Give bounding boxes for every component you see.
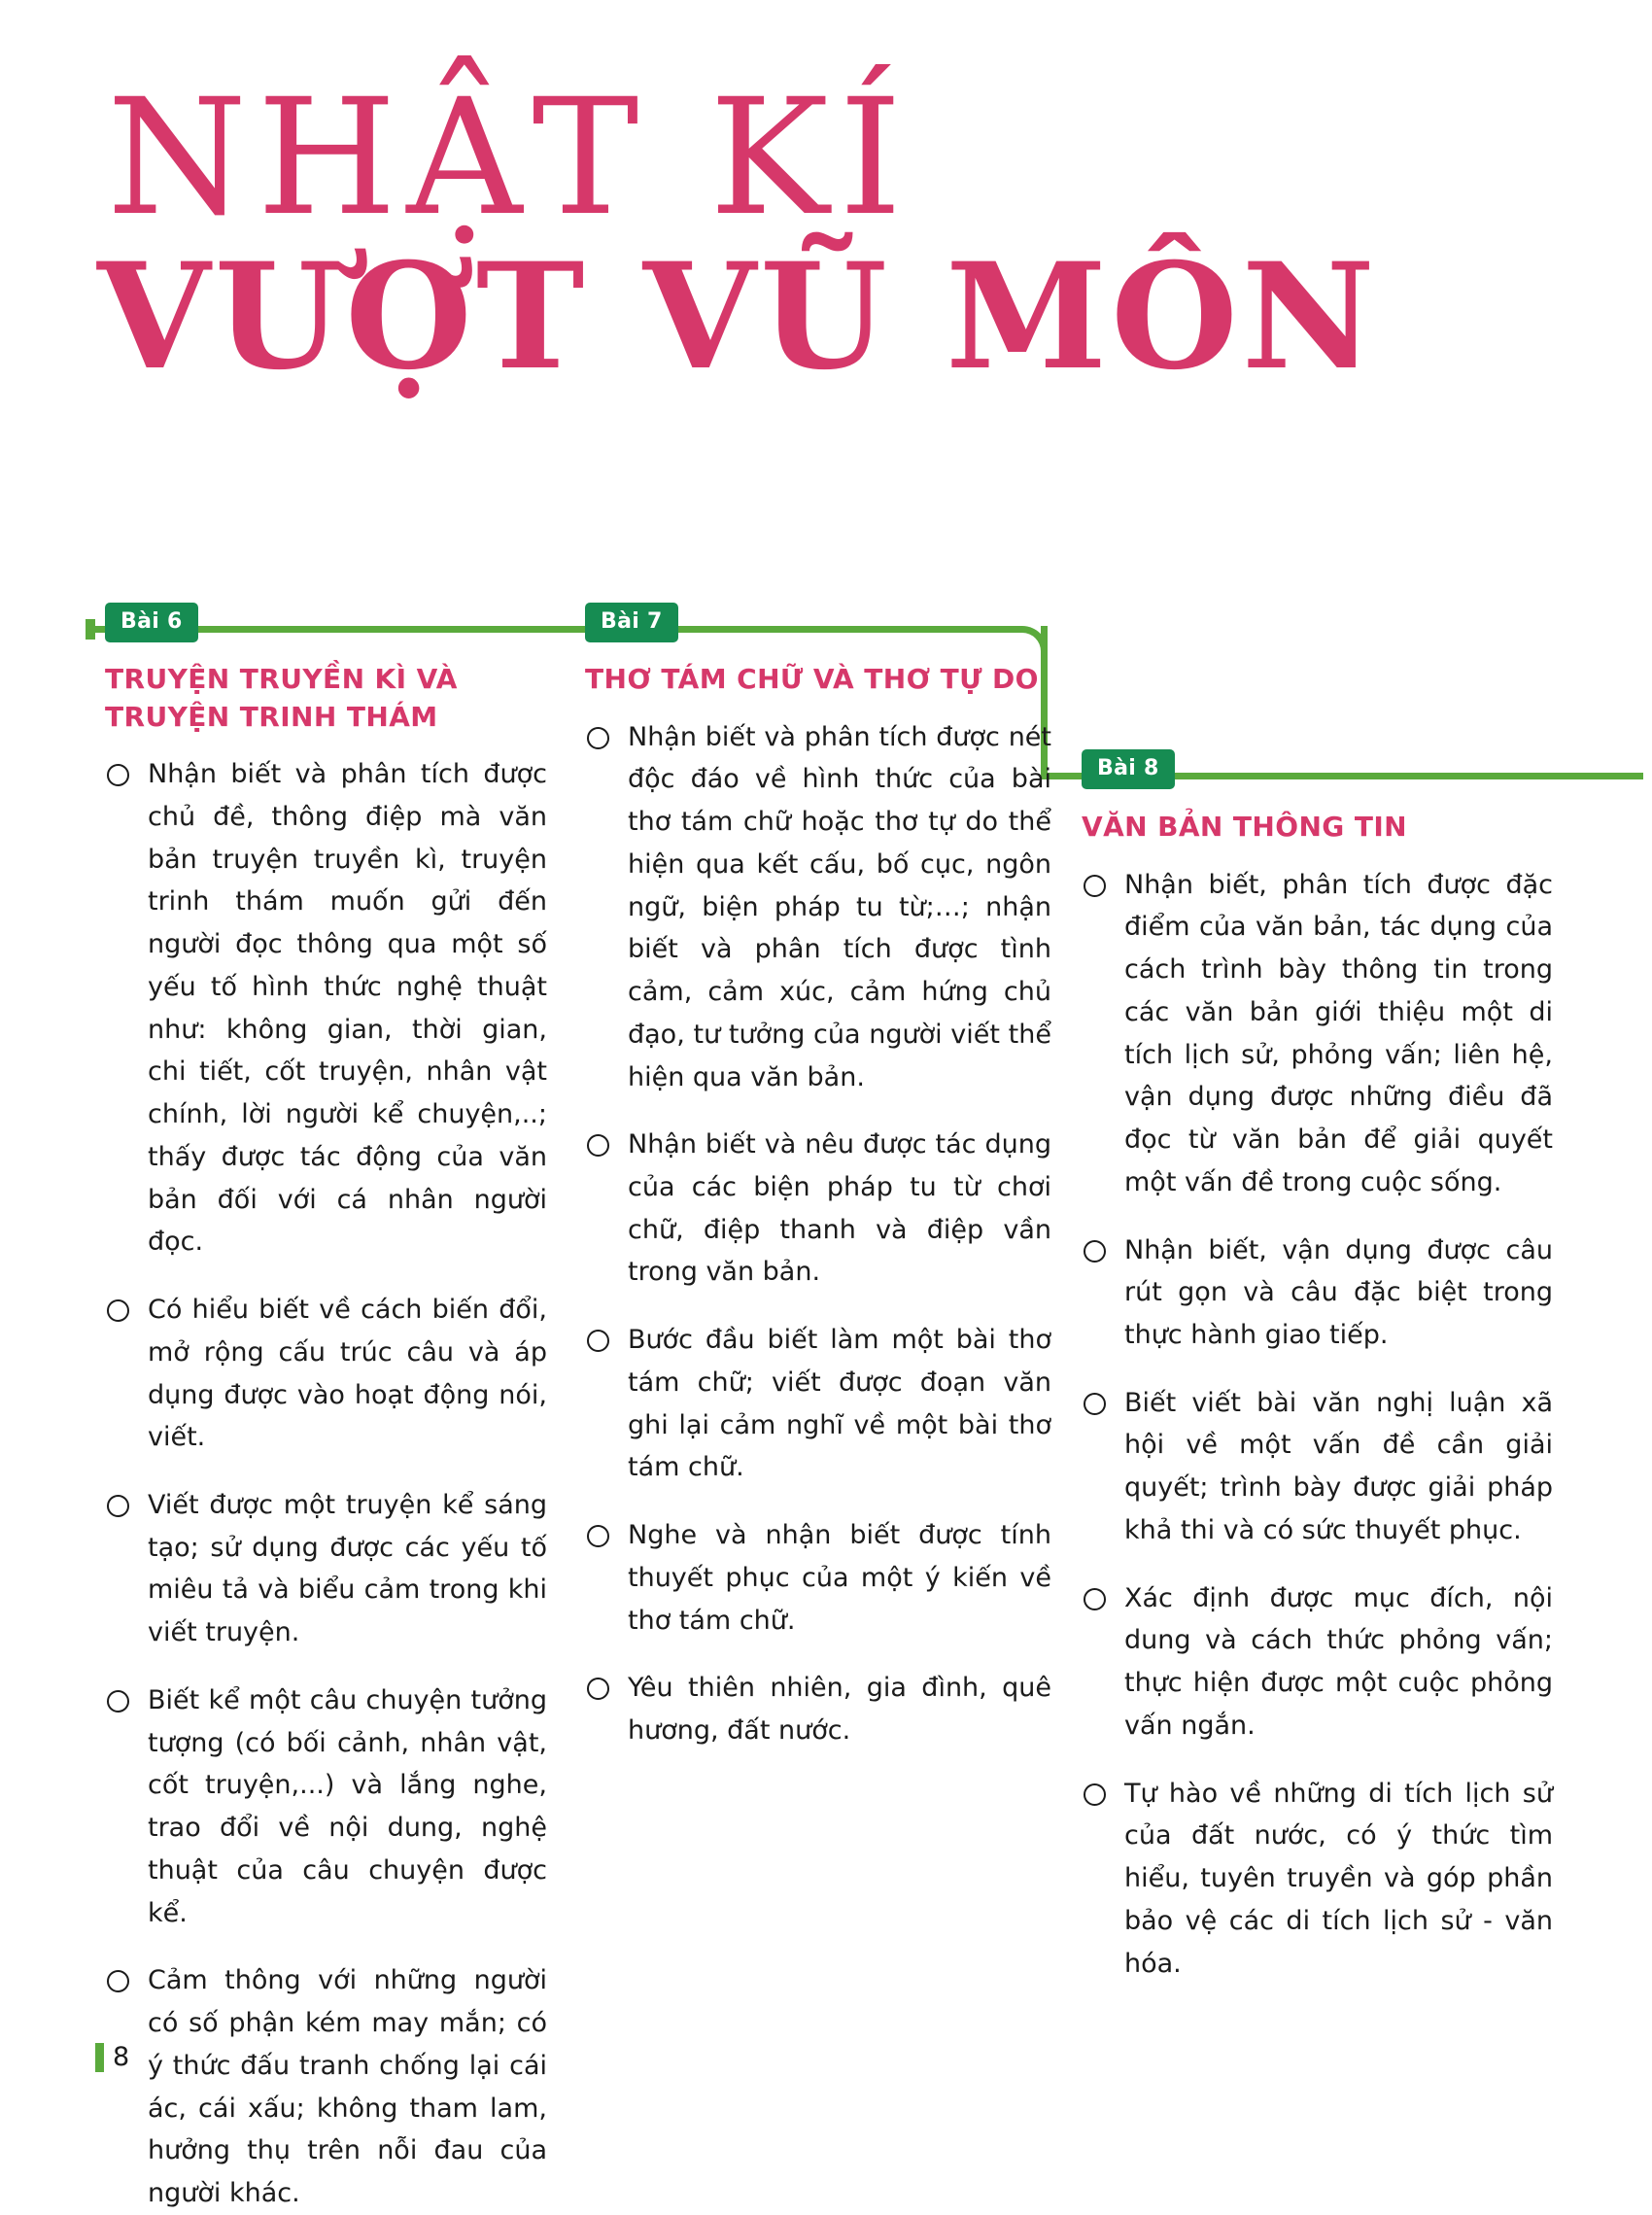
list-item-text: Nhận biết và phân tích được nét độc đáo về hình thức của bài thơ tám chữ hoặc thơ tự do thể hiện qua kết cấu, bố cục, ngôn ngữ, biện pháp tu từ;…; nhận biết và phân tích được tình cảm, cảm xúc, cảm hứng chủ đạo, tư tưởng của người viết thể hiện qua văn bản. xyxy=(628,721,1051,1092)
list-item xyxy=(1082,864,1553,1204)
list-item xyxy=(585,1124,1051,1294)
rail-horizontal-top xyxy=(86,626,1018,633)
footer-accent-bar xyxy=(95,2043,104,2072)
list-item-text: Xác định được mục đích, nội dung và cách thức phỏng vấn; thực hiện được một cuộc phỏng vấn ngắn. xyxy=(1124,1582,1553,1741)
list-item xyxy=(585,1667,1051,1751)
list-item xyxy=(105,1679,547,1934)
list-item xyxy=(1082,1773,1553,1986)
list-item xyxy=(585,1319,1051,1489)
circle-bullet-icon xyxy=(1084,875,1106,897)
lesson-badge-8: Bài 8 xyxy=(1082,749,1175,789)
list-item xyxy=(1082,1577,1553,1748)
list-item xyxy=(1082,1382,1553,1552)
list-item-text: Biết viết bài văn nghị luận xã hội về một vấn đề cần giải quyết; trình bày được giải pháp khả thi và có sức thuyết phục. xyxy=(1124,1387,1553,1545)
circle-bullet-icon xyxy=(587,1678,609,1700)
column-lesson-8 xyxy=(1082,809,1553,1985)
circle-bullet-icon xyxy=(1084,1783,1106,1806)
title-line-1: NHẬT KÍ xyxy=(107,64,912,251)
column-heading: TRUYỆN TRUYỀN KÌ VÀ TRUYỆN TRINH THÁM xyxy=(105,663,458,733)
list-item-text: Nhận biết và nêu được tác dụng của các biện pháp tu từ chơi chữ, điệp thanh và điệp vần trong văn bản. xyxy=(628,1129,1051,1288)
circle-bullet-icon xyxy=(107,1690,129,1713)
lesson-badge-6: Bài 6 xyxy=(105,603,198,642)
column-lesson-7 xyxy=(585,661,1051,1752)
column-heading: THƠ TÁM CHỮ VÀ THƠ TỰ DO xyxy=(585,663,1039,695)
list-item-text: Yêu thiên nhiên, gia đình, quê hương, đất nước. xyxy=(628,1673,1051,1747)
lesson-badge-7: Bài 7 xyxy=(585,603,678,642)
list-item-text: Cảm thông với những người có số phận kém may mắn; có ý thức đấu tranh chống lại cái ác, cái xấu; không tham lam, hưởng thụ trên nỗi đau của người khác. xyxy=(148,1965,547,2209)
list-item xyxy=(1082,1229,1553,1357)
list-item xyxy=(585,716,1051,1099)
list-item-text: Tự hào về những di tích lịch sử của đất nước, có ý thức tìm hiểu, tuyên truyền và góp phần bảo vệ các di tích lịch sử - văn hóa. xyxy=(1124,1778,1553,1979)
circle-bullet-icon xyxy=(587,727,609,749)
list-item-text: Biết kể một câu chuyện tưởng tượng (có bối cảnh, nhân vật, cốt truyện,...) và lắng nghe, trao đổi về nội dung, nghệ thuật của câu chuyện được kể. xyxy=(148,1684,547,1928)
list-item xyxy=(585,1514,1051,1642)
list-item-text: Nhận biết, phân tích được đặc điểm của văn bản, tác dụng của cách trình bày thông tin trong các văn bản giới thiệu một di tích lịch sử, phỏng vấn; liên hệ, vận dụng được những điều đã đọc từ văn bản để giải quyết một vấn đề trong cuộc sống. xyxy=(1124,869,1553,1197)
circle-bullet-icon xyxy=(587,1525,609,1547)
list-item-text: Có hiểu biết về cách biến đổi, mở rộng cấu trúc câu và áp dụng được vào hoạt động nói, viết. xyxy=(148,1295,547,1453)
circle-bullet-icon xyxy=(107,1970,129,1992)
circle-bullet-icon xyxy=(107,1299,129,1322)
column-heading: VĂN BẢN THÔNG TIN xyxy=(1082,811,1407,843)
list-item-text: Bước đầu biết làm một bài thơ tám chữ; viết được đoạn văn ghi lại cảm nghĩ về một bài thơ tám chữ. xyxy=(628,1325,1051,1483)
column-lesson-6 xyxy=(105,661,547,2215)
circle-bullet-icon xyxy=(107,1495,129,1517)
page-number: 8 xyxy=(113,2042,130,2072)
title-line-2: VƯỢT VŨ MÔN xyxy=(97,231,1379,402)
list-item-text: Nhận biết và phân tích được chủ đề, thông điệp mà văn bản truyện truyền kì, truyện trinh thám muốn gửi đến người đọc thông qua một số yếu tố hình thức nghệ thuật như: không gian, thời gian, chi tiết, cốt truyện, nhân vật chính, lời người kể chuyện,..; thấy được tác động của văn bản đối với cá nhân người đọc. xyxy=(148,759,547,1258)
page-title xyxy=(97,64,1574,402)
list-item xyxy=(105,1959,547,2214)
page-footer xyxy=(95,2042,129,2072)
circle-bullet-icon xyxy=(1084,1393,1106,1415)
circle-bullet-icon xyxy=(1084,1588,1106,1610)
list-item xyxy=(105,1484,547,1654)
list-item xyxy=(105,753,547,1263)
circle-bullet-icon xyxy=(1084,1240,1106,1263)
circle-bullet-icon xyxy=(587,1330,609,1352)
list-item-text: Nghe và nhận biết được tính thuyết phục của một ý kiến về thơ tám chữ. xyxy=(628,1520,1051,1636)
circle-bullet-icon xyxy=(107,764,129,786)
circle-bullet-icon xyxy=(587,1134,609,1157)
list-item-text: Nhận biết, vận dụng được câu rút gọn và câu đặc biệt trong thực hành giao tiếp. xyxy=(1124,1234,1553,1350)
list-item xyxy=(105,1289,547,1459)
list-item-text: Viết được một truyện kể sáng tạo; sử dụng được các yếu tố miêu tả và biểu cảm trong khi viết truyện. xyxy=(148,1490,547,1648)
